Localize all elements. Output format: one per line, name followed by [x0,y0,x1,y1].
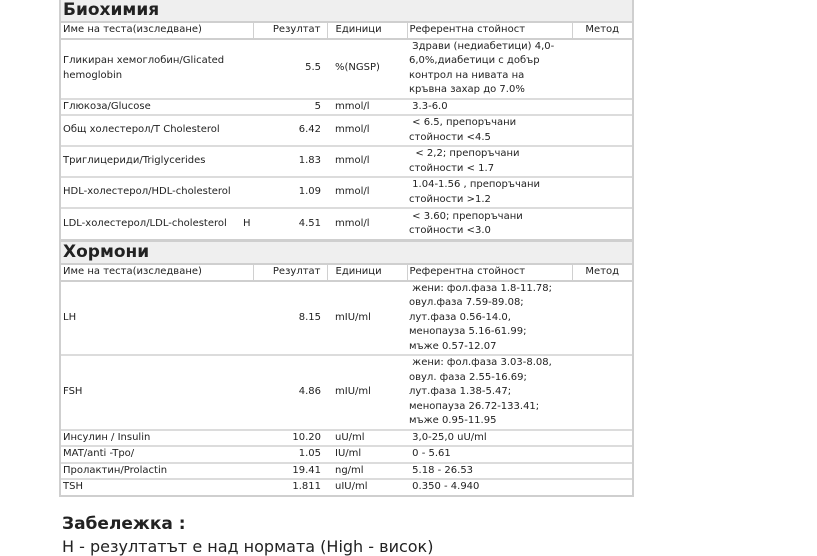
result-value: 5.5 [253,39,327,99]
result-value: 5 [253,99,327,116]
reference-range [407,281,572,356]
method [572,177,632,208]
result-value: 1.83 [253,146,327,177]
table-row [61,146,632,177]
note-title: Забележка : [62,514,186,534]
result-value: 19.41 [253,463,327,480]
table-row [61,355,632,430]
test-name: Триглицериди/Triglycerides [61,146,241,177]
units: mmol/l [327,99,407,116]
test-name: FSH [61,355,241,430]
test-name: LDL-холестерол/LDL-cholesterol [63,217,227,229]
reference-line: 5.18 - 26.53 [409,464,474,476]
column-header-method: Метод [572,23,632,39]
reference-line: 0 - 5.61 [409,448,451,459]
header-row [61,23,632,39]
method [572,208,632,239]
units: mmol/l [327,146,407,177]
header-row [61,265,632,281]
column-header-result: Резултат [253,23,327,39]
test-name: Пролактин/Prolactin [61,463,241,480]
reference-line: 1.04-1.56 , препоръчани [409,179,541,190]
units: uIU/ml [335,481,368,492]
table-row [61,177,632,208]
test-name: Глюкоза/Glucose [61,99,241,116]
reference-line: 6,0%,диабетици с добър [409,55,540,66]
reference-line: стойности < 1.7 [409,162,495,174]
units: ng/ml [327,463,407,480]
units: mmol/l [335,217,370,229]
column-header-method: Метод [572,265,632,281]
units: %(NGSP) [327,39,407,99]
reference-range [407,146,572,177]
reference-line: мъже 0.57-12.07 [409,340,497,352]
note [62,514,433,556]
reference-line: менопауза 5.16-61.99; [409,326,527,337]
flag [241,479,253,495]
test-name: TSH [63,481,83,492]
column-header-name: Име на теста(изследване) [61,265,253,281]
flag [241,99,253,116]
reference-line: < 6.5, препоръчани [409,117,517,128]
table-row [61,99,632,116]
reference-range [407,99,572,116]
flag [241,146,253,177]
flag [241,281,253,356]
table-row [61,463,632,480]
column-header-units: Единици [327,265,407,281]
units: mIU/ml [327,281,407,356]
flag [241,430,253,447]
result-value: 10.20 [253,430,327,447]
table-row [61,39,632,99]
method [572,430,632,447]
reference-range [407,39,572,99]
reference-line: лут.фаза 1.38-5.47; [409,386,512,397]
table-row [61,115,632,146]
flag: H [243,217,251,229]
results-table [61,265,632,495]
reference-line: стойности <3.0 [409,225,491,236]
reference-line: стойности <4.5 [409,131,491,143]
reference-line: лут.фаза 0.56-14.0, [409,311,511,323]
table-row [61,430,632,447]
result-value: 8.15 [253,281,327,356]
reference-line: 0.350 - 4.940 [409,481,480,492]
reference-range [407,463,572,480]
test-name: HDL-холестерол/HDL-cholesterol [61,177,241,208]
flag [241,177,253,208]
flag [241,463,253,480]
method [572,115,632,146]
column-header-reference: Референтна стойност [407,23,572,39]
method [572,99,632,116]
flag [241,355,253,430]
column-header-reference: Референтна стойност [407,265,572,281]
units: uU/ml [327,430,407,447]
table-row [61,479,632,495]
method [572,446,632,463]
section-biochemistry [59,0,634,241]
section-title: Биохимия [61,0,632,23]
method [572,463,632,480]
column-header-result: Резултат [253,265,327,281]
test-name: Гликиран хемоглобин/Glicated hemoglobin [61,39,241,99]
reference-line: контрол на нивата на [409,69,525,81]
reference-line: < 2,2; препоръчани [409,148,520,159]
table-row [61,446,632,463]
flag [241,39,253,99]
reference-range [407,208,572,239]
reference-line: овул.фаза 7.59-89.08; [409,297,524,308]
result-value: 1.811 [292,481,321,492]
note-line: H - резултатът е над нормата (High - висок) [62,537,434,556]
method [572,355,632,430]
method [572,146,632,177]
reference-line: жени: фол.фаза 1.8-11.78; [409,282,552,294]
units: mIU/ml [327,355,407,430]
method [572,479,632,495]
units: mmol/l [327,177,407,208]
reference-line: 3,0-25,0 uU/ml [409,431,487,443]
reference-line: Здрави (недиабетици) 4,0- [409,40,555,52]
method [572,281,632,356]
reference-range [407,177,572,208]
reference-line: < 3.60; препоръчани [409,210,523,222]
test-name: Инсулин / Insulin [61,430,241,447]
reference-line: менопауза 26.72-133.41; [409,400,540,412]
units: IU/ml [327,446,407,463]
table-row [61,208,632,239]
section-hormones [59,240,634,497]
test-name: Общ холестерол/T Cholesterol [61,115,241,146]
column-header-name: Име на теста(изследване) [61,23,253,39]
method [572,39,632,99]
column-header-units: Единици [327,23,407,39]
flag [241,446,253,463]
section-title: Хормони [61,240,632,265]
test-name: LH [61,281,241,356]
result-value: 1.05 [253,446,327,463]
result-value: 6.42 [253,115,327,146]
reference-range [407,446,572,463]
reference-line: мъже 0.95-11.95 [409,415,497,426]
units: mmol/l [327,115,407,146]
reference-line: стойности >1.2 [409,193,491,205]
reference-range [407,115,572,146]
result-value: 1.09 [253,177,327,208]
reference-line: 3.3-6.0 [409,100,448,112]
reference-line: жени: фол.фаза 3.03-8.08, [409,357,552,368]
results-table [61,23,632,239]
test-name: MAT/anti -Tpo/ [61,446,241,463]
reference-line: кръвна захар до 7.0% [409,84,525,95]
reference-range [407,479,572,495]
flag [241,115,253,146]
result-value: 4.86 [253,355,327,430]
result-value: 4.51 [298,217,321,229]
table-row [61,281,632,356]
reference-line: овул. фаза 2.55-16.69; [409,371,527,383]
reference-range [407,355,572,430]
reference-range [407,430,572,447]
